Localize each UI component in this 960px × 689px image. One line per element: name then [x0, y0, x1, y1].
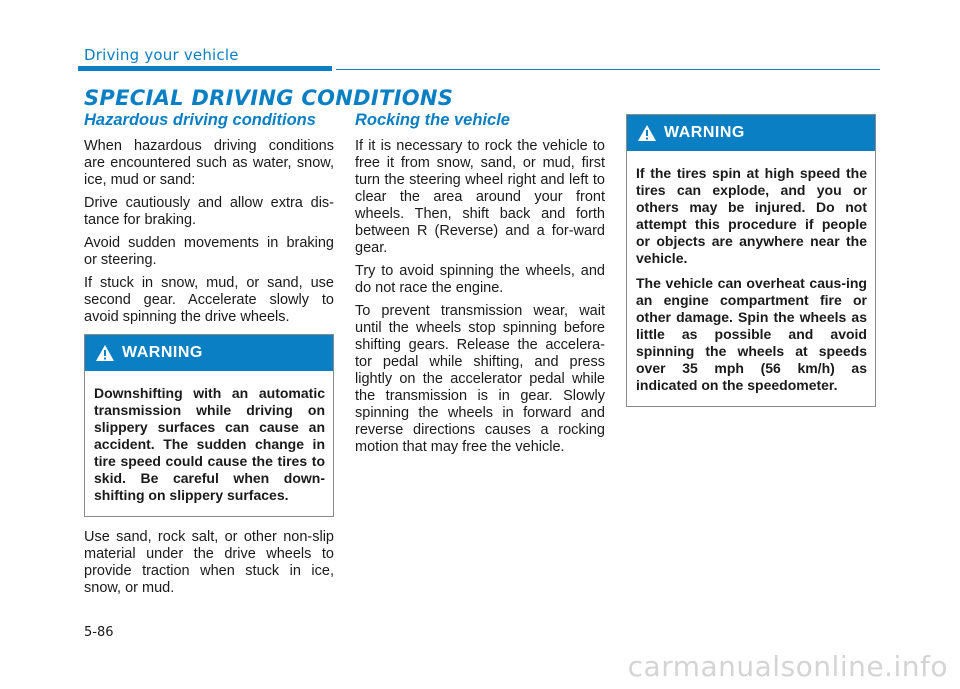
- paragraph: Use sand, rock salt, or other non-slip material under the drive wheels to provide traction when stuck in ice, snow, or mud.: [84, 529, 334, 596]
- left-column: [84, 110, 334, 603]
- paragraph: When hazardous driving conditions are encountered such as water, snow, ice, mud or sand:: [84, 138, 334, 188]
- header-rule: [336, 69, 880, 70]
- warning-text: If the tires spin at high speed the tires can explode, and you or others may be injured. Do not attempt this procedure if people or objects are anywhere near the vehicle.: [636, 165, 867, 266]
- running-header: Driving your vehicle: [84, 46, 239, 64]
- warning-body: [85, 371, 333, 516]
- warning-title: WARNING: [664, 124, 745, 141]
- paragraph: If stuck in snow, mud, or sand, use second gear. Accelerate slowly to avoid spinning the drive wheels.: [84, 275, 334, 325]
- header-accent-bar: [78, 66, 332, 71]
- warning-triangle-icon: [637, 124, 657, 142]
- right-column: [626, 110, 876, 407]
- middle-column: [355, 110, 605, 462]
- paragraph: Drive cautiously and allow extra dis-tance for braking.: [84, 195, 334, 228]
- watermark: carmanualsonline.info: [627, 650, 948, 683]
- paragraph: To prevent transmission wear, wait until the wheels stop spinning before shifting gears. Release the accelera-tor pedal while shifting, and press lightly on the accelerator pedal while the transmission is in gear. Slowly spinning the wheels in forward and reverse directions causes a rocking motion that may free the vehicle.: [355, 303, 605, 455]
- downshifting-warning-box: [84, 334, 334, 517]
- warning-body: [627, 151, 875, 406]
- warning-header: [85, 335, 333, 371]
- paragraph: Avoid sudden movements in braking or steering.: [84, 235, 334, 268]
- hazardous-conditions-heading: Hazardous driving conditions: [84, 111, 316, 129]
- paragraph: Try to avoid spinning the wheels, and do not race the engine.: [355, 263, 605, 296]
- warning-triangle-icon: [95, 344, 115, 362]
- paragraph: If it is necessary to rock the vehicle to free it from snow, sand, or mud, first turn the steering wheel right and left to clear the area around your front wheels. Then, shift back and forth between R (Reverse) and a for-ward gear.: [355, 138, 605, 256]
- tire-spin-warning-box: [626, 114, 876, 407]
- rocking-vehicle-heading: Rocking the vehicle: [355, 111, 510, 129]
- warning-header: [627, 115, 875, 151]
- page-number: 5-86: [84, 625, 114, 640]
- warning-title: WARNING: [122, 344, 203, 361]
- section-title: SPECIAL DRIVING CONDITIONS: [84, 86, 454, 110]
- warning-text: The vehicle can overheat caus-ing an engine compartment fire or other damage. Spin the wheels as little as possible and avoid spinning the wheels at speeds over 35 mph (56 km/h) as indicated on the speedometer.: [636, 275, 867, 393]
- warning-text: Downshifting with an automatic transmission while driving on slippery surfaces can cause an accident. The sudden change in tire speed could cause the tires to skid. Be careful when down-shifting on slippery surfaces.: [94, 385, 325, 503]
